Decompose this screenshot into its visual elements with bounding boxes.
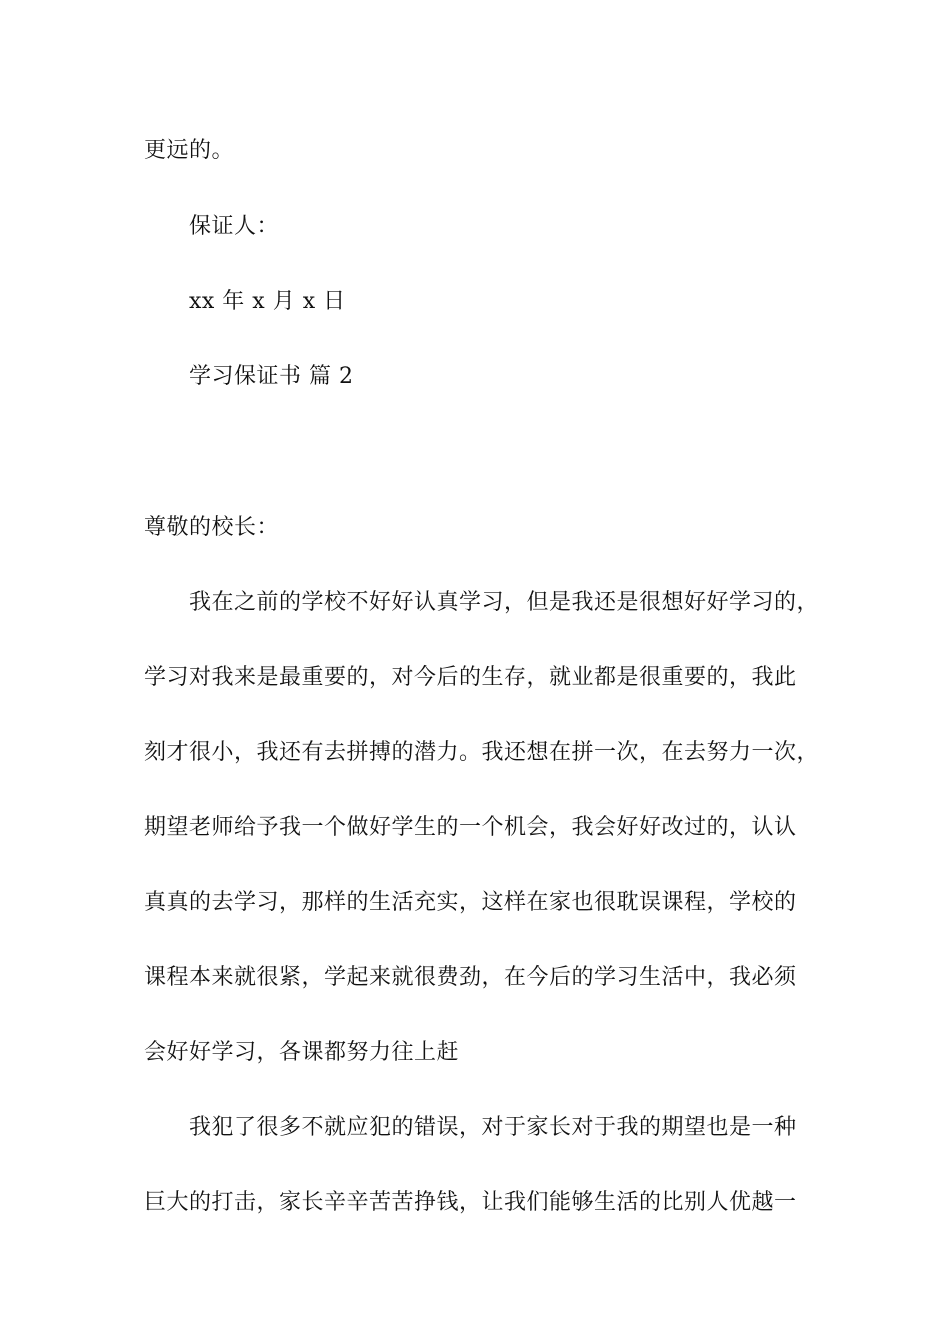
guarantor-label: 保证人：: [189, 214, 280, 239]
paragraph-line: 真真的去学习，那样的生活充实，这样在家也很耽误课程，学校的: [144, 890, 797, 915]
date-line: xx 年 x 月 x 日: [189, 289, 346, 314]
paragraph-line: 学习对我来是最重要的，对今后的生存，就业都是很重要的，我此: [144, 665, 797, 690]
text-line-continuation: 更远的。: [144, 138, 235, 163]
paragraph-line: 会好好学习，各课都努力往上赶: [144, 1040, 460, 1065]
paragraph-line: 期望老师给予我一个做好学生的一个机会，我会好好改过的，认认: [144, 815, 797, 840]
paragraph-line: 我在之前的学校不好好认真学习，但是我还是很想好好学习的，: [189, 590, 820, 615]
section-heading: 学习保证书 篇 2: [189, 364, 354, 389]
paragraph-line: 课程本来就很紧，学起来就很费劲，在今后的学习生活中，我必须: [144, 965, 797, 990]
salutation: 尊敬的校长：: [144, 515, 280, 540]
paragraph-line: 巨大的打击，家长辛辛苦苦挣钱，让我们能够生活的比别人优越一: [144, 1190, 797, 1215]
paragraph-line: 我犯了很多不就应犯的错误，对于家长对于我的期望也是一种: [189, 1115, 797, 1140]
paragraph-line: 刻才很小，我还有去拼搏的潜力。我还想在拼一次，在去努力一次，: [144, 740, 820, 765]
